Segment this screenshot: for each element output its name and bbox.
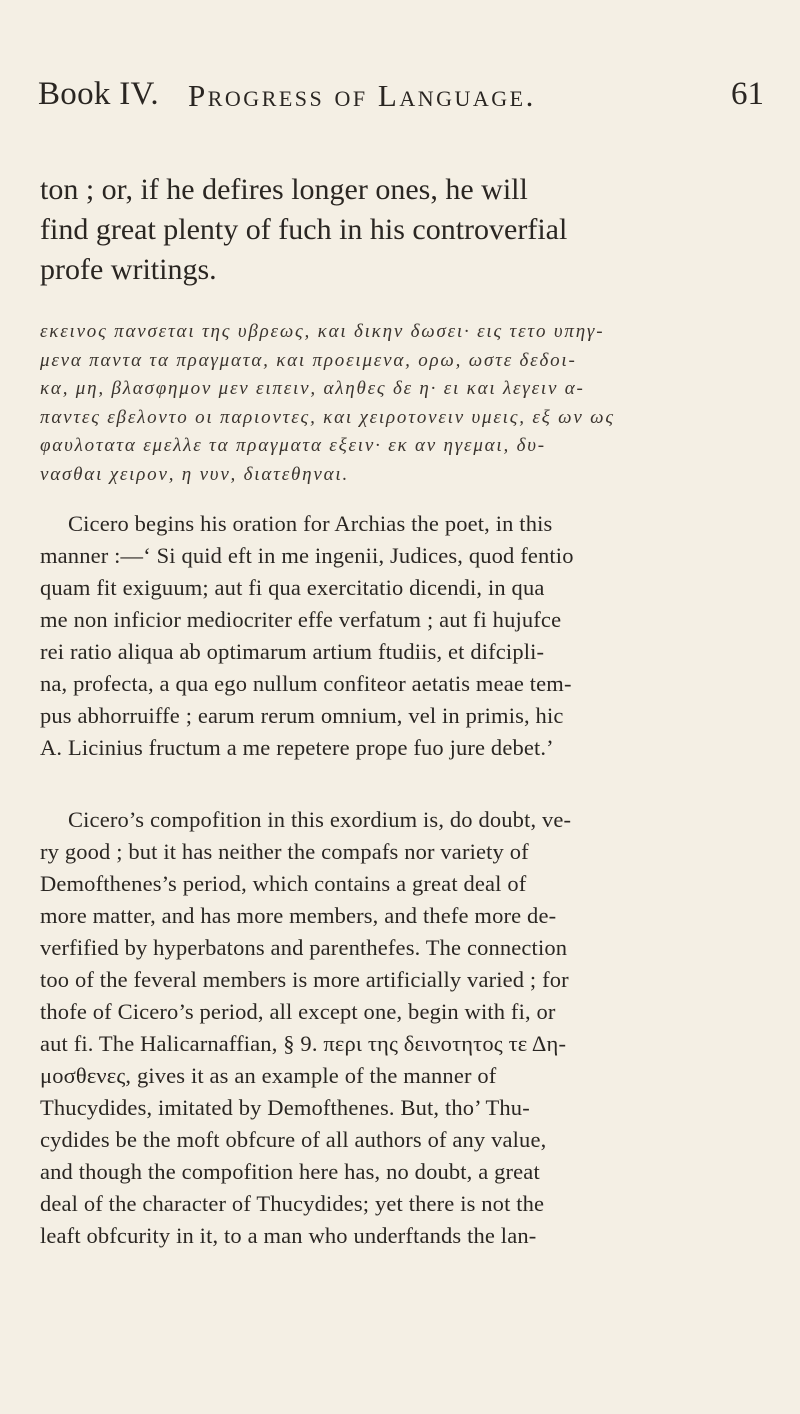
text-line: verfified by hyperbatons and parenthefes. The connection xyxy=(40,935,568,960)
text-line: ry good ; but it has neither the compafs nor variety of xyxy=(40,839,529,864)
book-label: Book IV. xyxy=(38,76,159,112)
text-line: rei ratio aliqua ab optimarum artium ftudiis, et difcipli- xyxy=(40,639,545,664)
chapter-title: Progress of Language. xyxy=(188,78,536,113)
greek-line: φαυλοτατα εμελλε τα πραγματα εξειν· εκ αν ηγεμαι, δυ- xyxy=(40,435,546,456)
cicero-paragraph xyxy=(40,508,762,764)
page-number: 61 xyxy=(731,76,764,112)
text-line: na, profecta, a qua ego nullum confiteor aetatis meae tem- xyxy=(40,671,572,696)
text-line: cydides be the moft obfcure of all authors of any value, xyxy=(40,1127,547,1152)
text-line: me non inficior mediocriter effe verfatum ; aut fi hujufce xyxy=(40,607,562,632)
text-line: ton ; or, if he defires longer ones, he will xyxy=(40,173,528,206)
greek-line: εκεινος πανσεται της υβρεως, και δικην δωσει· εις τετο υπηγ- xyxy=(40,321,605,342)
text-line: manner :—‘ Si quid eft in me ingenii, Judices, quod fentio xyxy=(40,543,574,568)
text-line: more matter, and has more members, and thefe more de- xyxy=(40,903,557,928)
greek-line: κα, μη, βλασφημον μεν ειπειν, αληθες δε η· ει και λεγειν α- xyxy=(40,378,585,399)
greek-quotation xyxy=(40,318,762,489)
greek-line: παντες εβελοντο οι παριοντες, και χειροτονειν υμεις, εξ ων ως xyxy=(40,406,615,428)
text-line: and though the compofition here has, no doubt, a great xyxy=(40,1159,540,1184)
text-line: Demofthenes’s period, which contains a great deal of xyxy=(40,871,527,896)
text-line: profe writings. xyxy=(40,253,217,286)
text-line: μοσθενες, gives it as an example of the manner of xyxy=(40,1063,497,1088)
text-line: too of the feveral members is more artificially varied ; for xyxy=(40,967,569,992)
text-line: thofe of Cicero’s period, all except one, begin with fi, or xyxy=(40,999,556,1024)
text-line: Cicero’s compofition in this exordium is, do doubt, ve- xyxy=(68,807,572,832)
text-line: Thucydides, imitated by Demofthenes. But, tho’ Thu- xyxy=(40,1095,530,1120)
text-line: deal of the character of Thucydides; yet there is not the xyxy=(40,1191,545,1216)
text-line: quam fit exiguum; aut fi qua exercitatio dicendi, in qua xyxy=(40,575,545,600)
greek-line: μενα παντα τα πραγματα, και προειμενα, ορω, ωστε δεδοι- xyxy=(40,349,577,371)
text-line: Cicero begins his oration for Archias the poet, in this xyxy=(68,511,553,536)
text-line: aut fi. The Halicarnaffian, § 9. περι της δεινοτητος τε Δη- xyxy=(40,1031,567,1056)
running-header xyxy=(38,72,764,116)
text-line: leaft obfcurity in it, to a man who underftands the lan- xyxy=(40,1223,537,1248)
intro-paragraph xyxy=(40,170,762,290)
text-line: find great plenty of fuch in his controverfial xyxy=(40,213,568,246)
text-line: pus abhorruiffe ; earum rerum omnium, vel in primis, hic xyxy=(40,703,564,728)
composition-paragraph xyxy=(40,804,762,1252)
text-line: A. Licinius fructum a me repetere prope fuo jure debet.’ xyxy=(40,735,554,760)
greek-line: νασθαι χειρον, η νυν, διατεθηναι. xyxy=(40,463,350,485)
